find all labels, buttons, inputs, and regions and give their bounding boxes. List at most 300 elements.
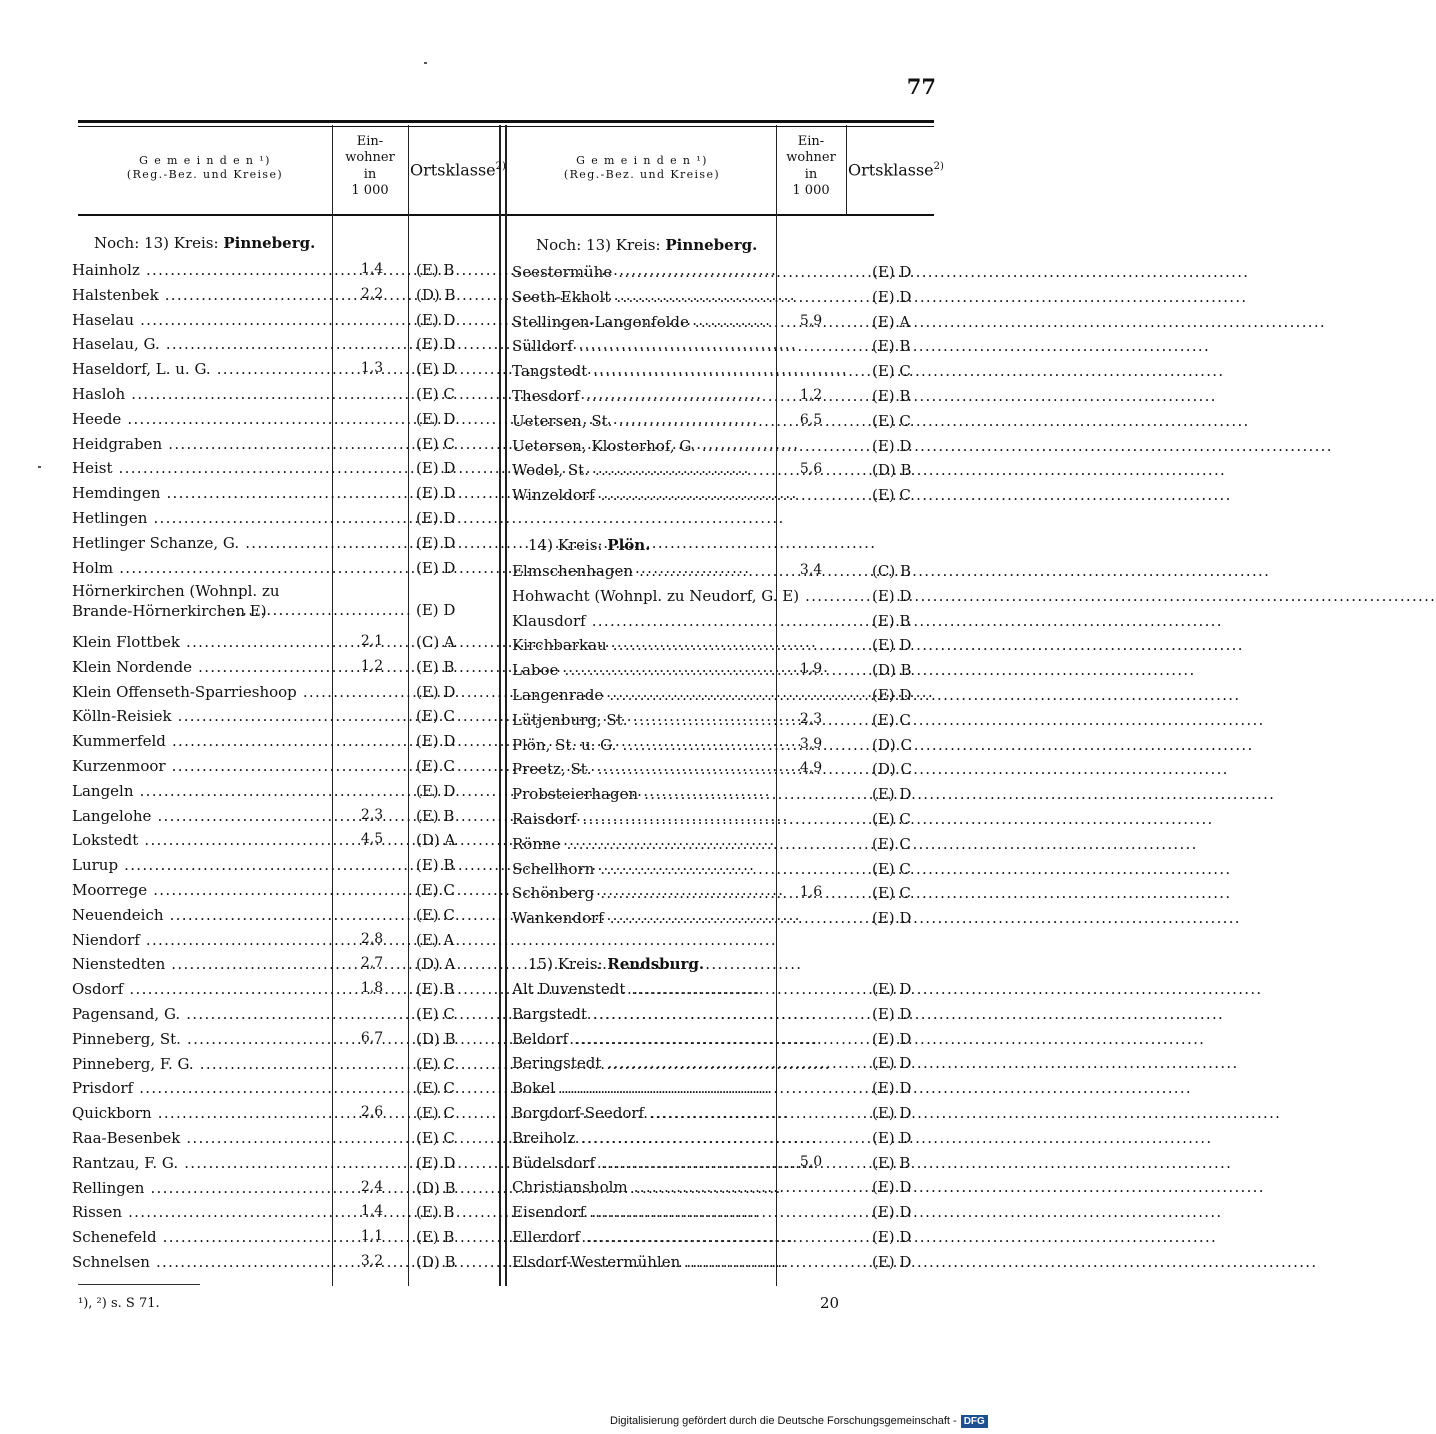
table-row (512, 313, 952, 337)
table-row (72, 1228, 496, 1252)
header-einwohner-line: 1 000 (351, 182, 389, 198)
table-row (512, 860, 952, 884)
einwohner-value: 1,6 (799, 884, 823, 901)
gemeinde-name: Stellingen-Langenfelde ..... (512, 313, 774, 331)
header-gemeinden-right (510, 154, 774, 183)
einwohner-value: 5,9 (799, 312, 823, 329)
gemeinde-name: Langeln ..... (72, 782, 330, 800)
table-row (512, 1079, 952, 1103)
gemeinde-name: Nienstedten ..... (72, 955, 330, 973)
ortsklasse-value: (E) A (416, 930, 455, 949)
ortsklasse-value: (C) A (416, 633, 455, 651)
ortsklasse-value: (E) B (416, 261, 455, 279)
ortsklasse-value: (E) C (872, 362, 911, 381)
gemeinde-name: Heede ..... (72, 410, 330, 428)
ortsklasse-value: (E) C (872, 859, 911, 878)
ortsklasse-value: (E) C (416, 1104, 455, 1123)
table-row (512, 437, 952, 461)
gemeinde-name: Holm ..... (72, 559, 330, 577)
ortsklasse-value: (D) B (416, 1178, 456, 1197)
gemeinde-name: Probsteierhagen ..... (512, 785, 774, 803)
ortsklasse-value: (E) C (872, 810, 911, 828)
gemeinde-name: Klein Offenseth-Sparrieshoop ..... (72, 683, 330, 701)
table-row (512, 387, 952, 411)
gemeinde-name: Uetersen, Klosterhof, G. ..... (512, 437, 774, 455)
gemeinde-name: Lütjenburg, St. ..... (512, 711, 774, 729)
table-row (512, 736, 952, 760)
table-row (72, 534, 496, 558)
ortsklasse-value: (E) C (872, 710, 911, 729)
gemeinde-name: Klein Nordende ..... (72, 658, 330, 676)
header-ortsklasse-label: Ortsklasse (848, 160, 934, 180)
ortsklasse-value: (E) D (416, 459, 456, 478)
gemeinde-name: Beringstedt ..... (512, 1054, 774, 1072)
ortsklasse-value: (E) D (872, 586, 912, 605)
gemeinde-name: Ellerdorf ..... (512, 1228, 774, 1246)
table-row (72, 360, 496, 384)
gemeinde-name: Wankendorf ..... (512, 909, 774, 927)
ortsklasse-value: (E) D (872, 263, 912, 281)
ortsklasse-value: (E) D (416, 558, 456, 577)
gemeinde-name: Kummerfeld ..... (72, 732, 330, 750)
table-row (72, 581, 496, 625)
ortsklasse-value: (E) B (416, 856, 455, 875)
ortsklasse-value: (D) B (416, 1029, 456, 1048)
gemeinde-name: Halstenbek ..... (72, 286, 330, 304)
ortsklasse-value: (E) C (872, 411, 911, 430)
gemeinde-name: Schnelsen ..... (72, 1253, 330, 1271)
print-speck (38, 466, 41, 468)
table-row (512, 835, 952, 859)
table-row (72, 881, 496, 905)
einwohner-value: 6,5 (799, 411, 823, 428)
table-row (72, 335, 496, 359)
gemeinde-name: Laboe ..... (512, 661, 774, 679)
einwohner-value: 1,1 (360, 1228, 384, 1245)
table-row (512, 980, 952, 1004)
gemeinde-name: Winzeldorf ..... (512, 486, 774, 504)
table-row (72, 261, 496, 285)
table-row (512, 412, 952, 436)
ortsklasse-value: (E) D (872, 287, 912, 306)
table-row (72, 732, 496, 756)
einwohner-value: 5,6 (799, 461, 823, 478)
einwohner-value: 4,9 (799, 760, 823, 777)
gemeinde-name: Hemdingen ..... (72, 484, 330, 502)
ortsklasse-value: (E) D (416, 509, 456, 527)
einwohner-value: 1,2 (799, 387, 823, 403)
gemeinde-name: Osdorf ..... (72, 980, 330, 998)
ortsklasse-value: (E) C (416, 905, 455, 924)
ortsklasse-value: (E) A (872, 312, 911, 331)
table-row (72, 1129, 496, 1153)
section-heading (94, 234, 315, 252)
gemeinde-name: Büdelsdorf ..... (512, 1154, 774, 1172)
section-name: Pinneberg. (223, 234, 316, 252)
table-row (512, 1253, 952, 1277)
table-row (72, 286, 496, 310)
table-row (72, 1079, 496, 1103)
print-speck (424, 62, 427, 64)
ortsklasse-value: (E) D (416, 601, 456, 620)
gemeinde-name: Haselau ..... (72, 311, 330, 329)
einwohner-value: 2,2 (360, 285, 384, 302)
einwohner-value: 1,8 (360, 980, 384, 997)
ortsklasse-value: (D) B (872, 461, 912, 480)
gemeinde-name: Schenefeld ..... (72, 1228, 330, 1246)
gemeinde-name: Breiholz ..... (512, 1129, 774, 1147)
gemeinde-name: Lurup ..... (72, 856, 330, 874)
gemeinde-name: Langenrade ..... (512, 686, 774, 704)
ortsklasse-value: (D) B (416, 1253, 456, 1271)
gemeinde-name: Hainholz ..... (72, 261, 330, 279)
header-einwohner-line: Ein- (356, 134, 384, 149)
gemeinde-name: Schellhorn ..... (512, 860, 774, 878)
ortsklasse-value: (D) A (416, 831, 456, 850)
gemeinde-name: Pinneberg, F. G. ..... (72, 1055, 330, 1073)
table-row (72, 1154, 496, 1178)
ortsklasse-value: (E) D (872, 909, 912, 928)
header-ortsklasse-note: 2) (933, 161, 944, 172)
gemeinde-name: Haselau, G. ..... (72, 335, 330, 353)
einwohner-value: 2,1 (360, 633, 384, 649)
ortsklasse-value: (E) D (872, 1029, 912, 1048)
table-row (72, 1030, 496, 1054)
gemeinde-name: Thesdorf ..... (512, 387, 774, 405)
ortsklasse-value: (D) A (416, 955, 456, 974)
section-prefix: Noch: 13) Kreis: (94, 234, 219, 252)
gemeinde-name: Quickborn ..... (72, 1104, 330, 1122)
gemeinde-name: Hetlinger Schanze, G. ..... (72, 534, 330, 552)
header-gemeinden-title: G e m e i n d e n ¹) (576, 154, 708, 167)
gemeinde-name: Eisendorf ..... (512, 1203, 774, 1221)
ortsklasse-value: (E) B (416, 1228, 455, 1247)
table-row (512, 810, 952, 834)
ortsklasse-value: (E) D (872, 686, 912, 704)
ortsklasse-value: (E) C (872, 834, 911, 853)
table-row (72, 385, 496, 409)
table-row (512, 1203, 952, 1227)
gemeinde-name: Raa-Besenbek ..... (72, 1129, 330, 1147)
gemeinde-name: Raisdorf ..... (512, 810, 774, 828)
ortsklasse-value: (E) C (416, 385, 455, 403)
einwohner-value: 2,6 (360, 1104, 384, 1121)
einwohner-value: 5,0 (799, 1153, 823, 1170)
table-row (72, 856, 496, 880)
table-row (512, 1228, 952, 1252)
gemeinde-name: Bokel ..... (512, 1079, 774, 1097)
einwohner-value: 1,9 (799, 661, 823, 678)
signature-mark: 20 (820, 1294, 840, 1312)
table-row (512, 909, 952, 933)
ortsklasse-value: (E) B (872, 387, 911, 405)
header-einwohner-left (334, 134, 406, 199)
ortsklasse-value: (E) B (872, 337, 911, 356)
gemeinde-name: Borgdorf-Seedorf ..... (512, 1104, 774, 1122)
gemeinde-name: Rantzau, F. G. ..... (72, 1154, 330, 1172)
gemeinde-name: Rönne ..... (512, 835, 774, 853)
table-row (72, 1253, 496, 1277)
gemeinde-name: Pagensand, G. ..... (72, 1005, 330, 1023)
section-name: Plön. (607, 536, 651, 554)
section-prefix: 14) Kreis: (528, 536, 603, 554)
header-ortsklasse-right (848, 160, 944, 181)
table-row (72, 1005, 496, 1029)
ortsklasse-value: (D) B (416, 285, 456, 304)
gemeinde-name: Rellingen ..... (72, 1179, 330, 1197)
ortsklasse-value: (E) C (416, 1129, 455, 1147)
einwohner-value: 2,4 (360, 1178, 384, 1195)
ortsklasse-value: (E) C (872, 486, 911, 505)
ortsklasse-value: (E) C (416, 1054, 455, 1073)
gemeinde-name: Hörnerkirchen (Wohnpl. zu Brande-Hörnerkirchen E) (72, 582, 280, 621)
table-row (512, 486, 952, 510)
footnote: ¹), ²) s. S 71. (78, 1296, 160, 1311)
header-einwohner-line: wohner (345, 150, 395, 166)
table-row (512, 785, 952, 809)
table-row (72, 807, 496, 831)
einwohner-value: 6,7 (360, 1029, 384, 1046)
ortsklasse-value: (E) D (872, 980, 912, 998)
einwohner-value: 1,2 (360, 657, 384, 674)
ortsklasse-value: (E) D (416, 310, 456, 329)
ortsklasse-value: (E) D (872, 1004, 912, 1023)
header-einwohner-line: 1 000 (792, 182, 830, 198)
gemeinde-name: Uetersen, St. ..... (512, 412, 774, 430)
table-row (72, 955, 496, 979)
table-row (72, 831, 496, 855)
header-gemeinden-sub: (Reg.-Bez. und Kreise) (563, 168, 721, 182)
gemeinde-name: Klein Flottbek ..... (72, 633, 330, 651)
table-top-rule-thick (78, 120, 934, 123)
header-einwohner-right (778, 134, 844, 199)
footnote-rule (78, 1284, 200, 1285)
table-row (512, 1030, 952, 1054)
leader-dots: .............................. (230, 601, 413, 620)
gemeinde-name: Pinneberg, St. ..... (72, 1030, 330, 1048)
gemeinde-name: Seestermühe ..... (512, 263, 774, 281)
gemeinde-name: Beldorf ..... (512, 1030, 774, 1048)
einwohner-value: 3,9 (799, 735, 823, 752)
ortsklasse-value: (D) B (872, 661, 912, 680)
gemeinde-name: Elsdorf-Westermühlen ..... (512, 1253, 774, 1271)
gemeinde-name: Heidgraben ..... (72, 435, 330, 453)
section-heading (528, 955, 704, 973)
gemeinde-name: Tangstedt ..... (512, 362, 774, 380)
gemeinde-name: Kölln-Reisiek ..... (72, 707, 330, 725)
ortsklasse-value: (E) C (416, 881, 455, 899)
table-row (72, 658, 496, 682)
ortsklasse-value: (E) D (416, 360, 456, 379)
table-row (72, 633, 496, 657)
ortsklasse-value: (E) C (416, 1005, 455, 1023)
gemeinde-name: Sülldorf ..... (512, 337, 774, 355)
gemeinde-name: Langelohe ..... (72, 807, 330, 825)
ortsklasse-value: (E) D (872, 785, 912, 804)
table-row (72, 1104, 496, 1128)
dfg-logo: DFG (961, 1415, 988, 1428)
header-gemeinden-sub: (Reg.-Bez. und Kreise) (126, 168, 284, 182)
table-row (512, 1005, 952, 1029)
table-row (512, 760, 952, 784)
gemeinde-name: Hasloh ..... (72, 385, 330, 403)
ortsklasse-value: (D) C (872, 760, 912, 779)
header-ortsklasse-left (410, 160, 506, 181)
gemeinde-name: Klausdorf ..... (512, 612, 774, 630)
table-row (72, 782, 496, 806)
ortsklasse-value: (D) C (872, 735, 912, 754)
header-ortsklasse-label: Ortsklasse (410, 160, 496, 180)
einwohner-value: 4,5 (360, 831, 384, 848)
gemeinde-name: Hohwacht (Wohnpl. zu Neudorf, G. E) ..... (512, 587, 774, 605)
ortsklasse-value: (E) D (416, 335, 456, 354)
table-row (512, 884, 952, 908)
ortsklasse-value: (E) D (872, 436, 912, 455)
ortsklasse-value: (E) D (872, 1128, 912, 1147)
ortsklasse-value: (E) D (416, 533, 456, 552)
gemeinde-name: Christiansholm ..... (512, 1178, 774, 1196)
table-row (512, 587, 952, 611)
ortsklasse-value: (E) B (416, 980, 455, 999)
table-row (512, 686, 952, 710)
table-row (512, 337, 952, 361)
table-row (72, 559, 496, 583)
table-row (72, 1055, 496, 1079)
table-row (512, 612, 952, 636)
section-prefix: Noch: 13) Kreis: (536, 236, 661, 254)
ortsklasse-value: (E) D (416, 682, 456, 701)
header-ortsklasse-note: 2) (495, 161, 506, 172)
table-row (512, 562, 952, 586)
table-row (512, 1104, 952, 1128)
gemeinde-name: Elmschenhagen ..... (512, 562, 774, 580)
header-einwohner-line: Ein- (797, 134, 825, 149)
table-row (512, 461, 952, 485)
ortsklasse-value: (E) D (872, 1079, 912, 1098)
ortsklasse-value: (E) C (416, 707, 455, 726)
table-row (512, 711, 952, 735)
ortsklasse-value: (E) D (416, 732, 456, 751)
ortsklasse-value: (E) C (416, 1079, 455, 1098)
table-row (72, 707, 496, 731)
ortsklasse-value: (E) C (872, 884, 911, 903)
header-einwohner-line: in (363, 166, 377, 182)
table-row (72, 906, 496, 930)
table-row (512, 362, 952, 386)
ortsklasse-value: (E) D (872, 1104, 912, 1122)
einwohner-value: 1,3 (360, 360, 384, 377)
ortsklasse-value: (E) D (416, 781, 456, 800)
gemeinde-name: Hetlingen ..... (72, 509, 330, 527)
gemeinde-name: Moorrege ..... (72, 881, 330, 899)
gemeinde-name: Plön, St. u. G. ..... (512, 736, 774, 754)
table-row (72, 410, 496, 434)
ortsklasse-value: (E) B (872, 1153, 911, 1172)
ortsklasse-value: (E) D (872, 1203, 912, 1222)
ortsklasse-value: (E) C (416, 757, 455, 775)
gemeinde-name: Wedel, St. ..... (512, 461, 774, 479)
einwohner-value: 1,4 (360, 261, 384, 277)
table-row (512, 1129, 952, 1153)
ortsklasse-value: (E) D (872, 1178, 912, 1197)
section-name: Pinneberg. (665, 236, 758, 254)
header-gemeinden-left (80, 154, 330, 183)
gemeinde-name: Kurzenmoor ..... (72, 757, 330, 775)
ortsklasse-value: (E) D (872, 1054, 912, 1073)
gemeinde-name: Preetz, St. ..... (512, 760, 774, 778)
table-row (72, 931, 496, 955)
gemeinde-name: Prisdorf ..... (72, 1079, 330, 1097)
gemeinde-name: Lokstedt ..... (72, 831, 330, 849)
ortsklasse-value: (E) B (416, 1203, 455, 1222)
section-heading (536, 236, 757, 254)
table-row (72, 980, 496, 1004)
einwohner-value: 2,3 (799, 710, 823, 727)
digitization-credit (610, 1415, 988, 1428)
table-row (72, 459, 496, 483)
section-prefix: 15) Kreis: (528, 955, 603, 973)
table-row (72, 757, 496, 781)
ortsklasse-value: (E) C (416, 434, 455, 453)
page-number: 77 (906, 74, 936, 99)
table-row (512, 1178, 952, 1202)
gemeinde-name: Kirchbarkau ..... (512, 636, 774, 654)
ortsklasse-value: (E) B (416, 657, 455, 676)
section-heading (528, 536, 650, 554)
table-row (512, 661, 952, 685)
einwohner-value: 1,4 (360, 1203, 384, 1220)
table-row (512, 636, 952, 660)
gemeinde-name: Neuendeich ..... (72, 906, 330, 924)
einwohner-value: 2,7 (360, 955, 384, 972)
ortsklasse-value: (E) D (872, 1228, 912, 1246)
gemeinde-name: Niendorf ..... (72, 931, 330, 949)
table-row (72, 311, 496, 335)
ortsklasse-value: (E) D (416, 1153, 456, 1172)
gemeinde-name: Rissen ..... (72, 1203, 330, 1221)
table-row (72, 435, 496, 459)
table-row (512, 1154, 952, 1178)
table-row (72, 683, 496, 707)
digitization-credit-text: Digitalisierung gefördert durch die Deutsche Forschungsgemeinschaft - (610, 1415, 957, 1427)
ortsklasse-value: (E) D (872, 1252, 912, 1271)
gemeinde-name: Bargstedt ..... (512, 1005, 774, 1023)
table-row (512, 1054, 952, 1078)
section-name: Rendsburg. (607, 955, 705, 973)
table-row (72, 509, 496, 533)
ortsklasse-value: (E) D (416, 409, 456, 428)
header-einwohner-line: wohner (786, 150, 836, 166)
ortsklasse-value: (E) D (416, 484, 456, 503)
gemeinde-name: Schönberg ..... (512, 884, 774, 902)
einwohner-value: 2,8 (360, 930, 384, 947)
table-row (512, 288, 952, 312)
header-gemeinden-title: G e m e i n d e n ¹) (139, 154, 271, 167)
table-row (512, 263, 952, 287)
einwohner-value: 2,3 (360, 806, 384, 823)
ortsklasse-value: (E) B (872, 611, 911, 630)
gemeinde-name: Alt Duvenstedt ..... (512, 980, 774, 998)
ortsklasse-value: (E) D (872, 636, 912, 655)
ortsklasse-value: (C) B (872, 562, 911, 580)
header-einwohner-line: in (804, 166, 818, 182)
einwohner-value: 3,4 (799, 562, 823, 578)
table-row (72, 1179, 496, 1203)
ortsklasse-value: (E) B (416, 806, 455, 825)
gemeinde-name: Heist ..... (72, 459, 330, 477)
table-row (72, 484, 496, 508)
einwohner-value: 3,2 (360, 1253, 384, 1269)
